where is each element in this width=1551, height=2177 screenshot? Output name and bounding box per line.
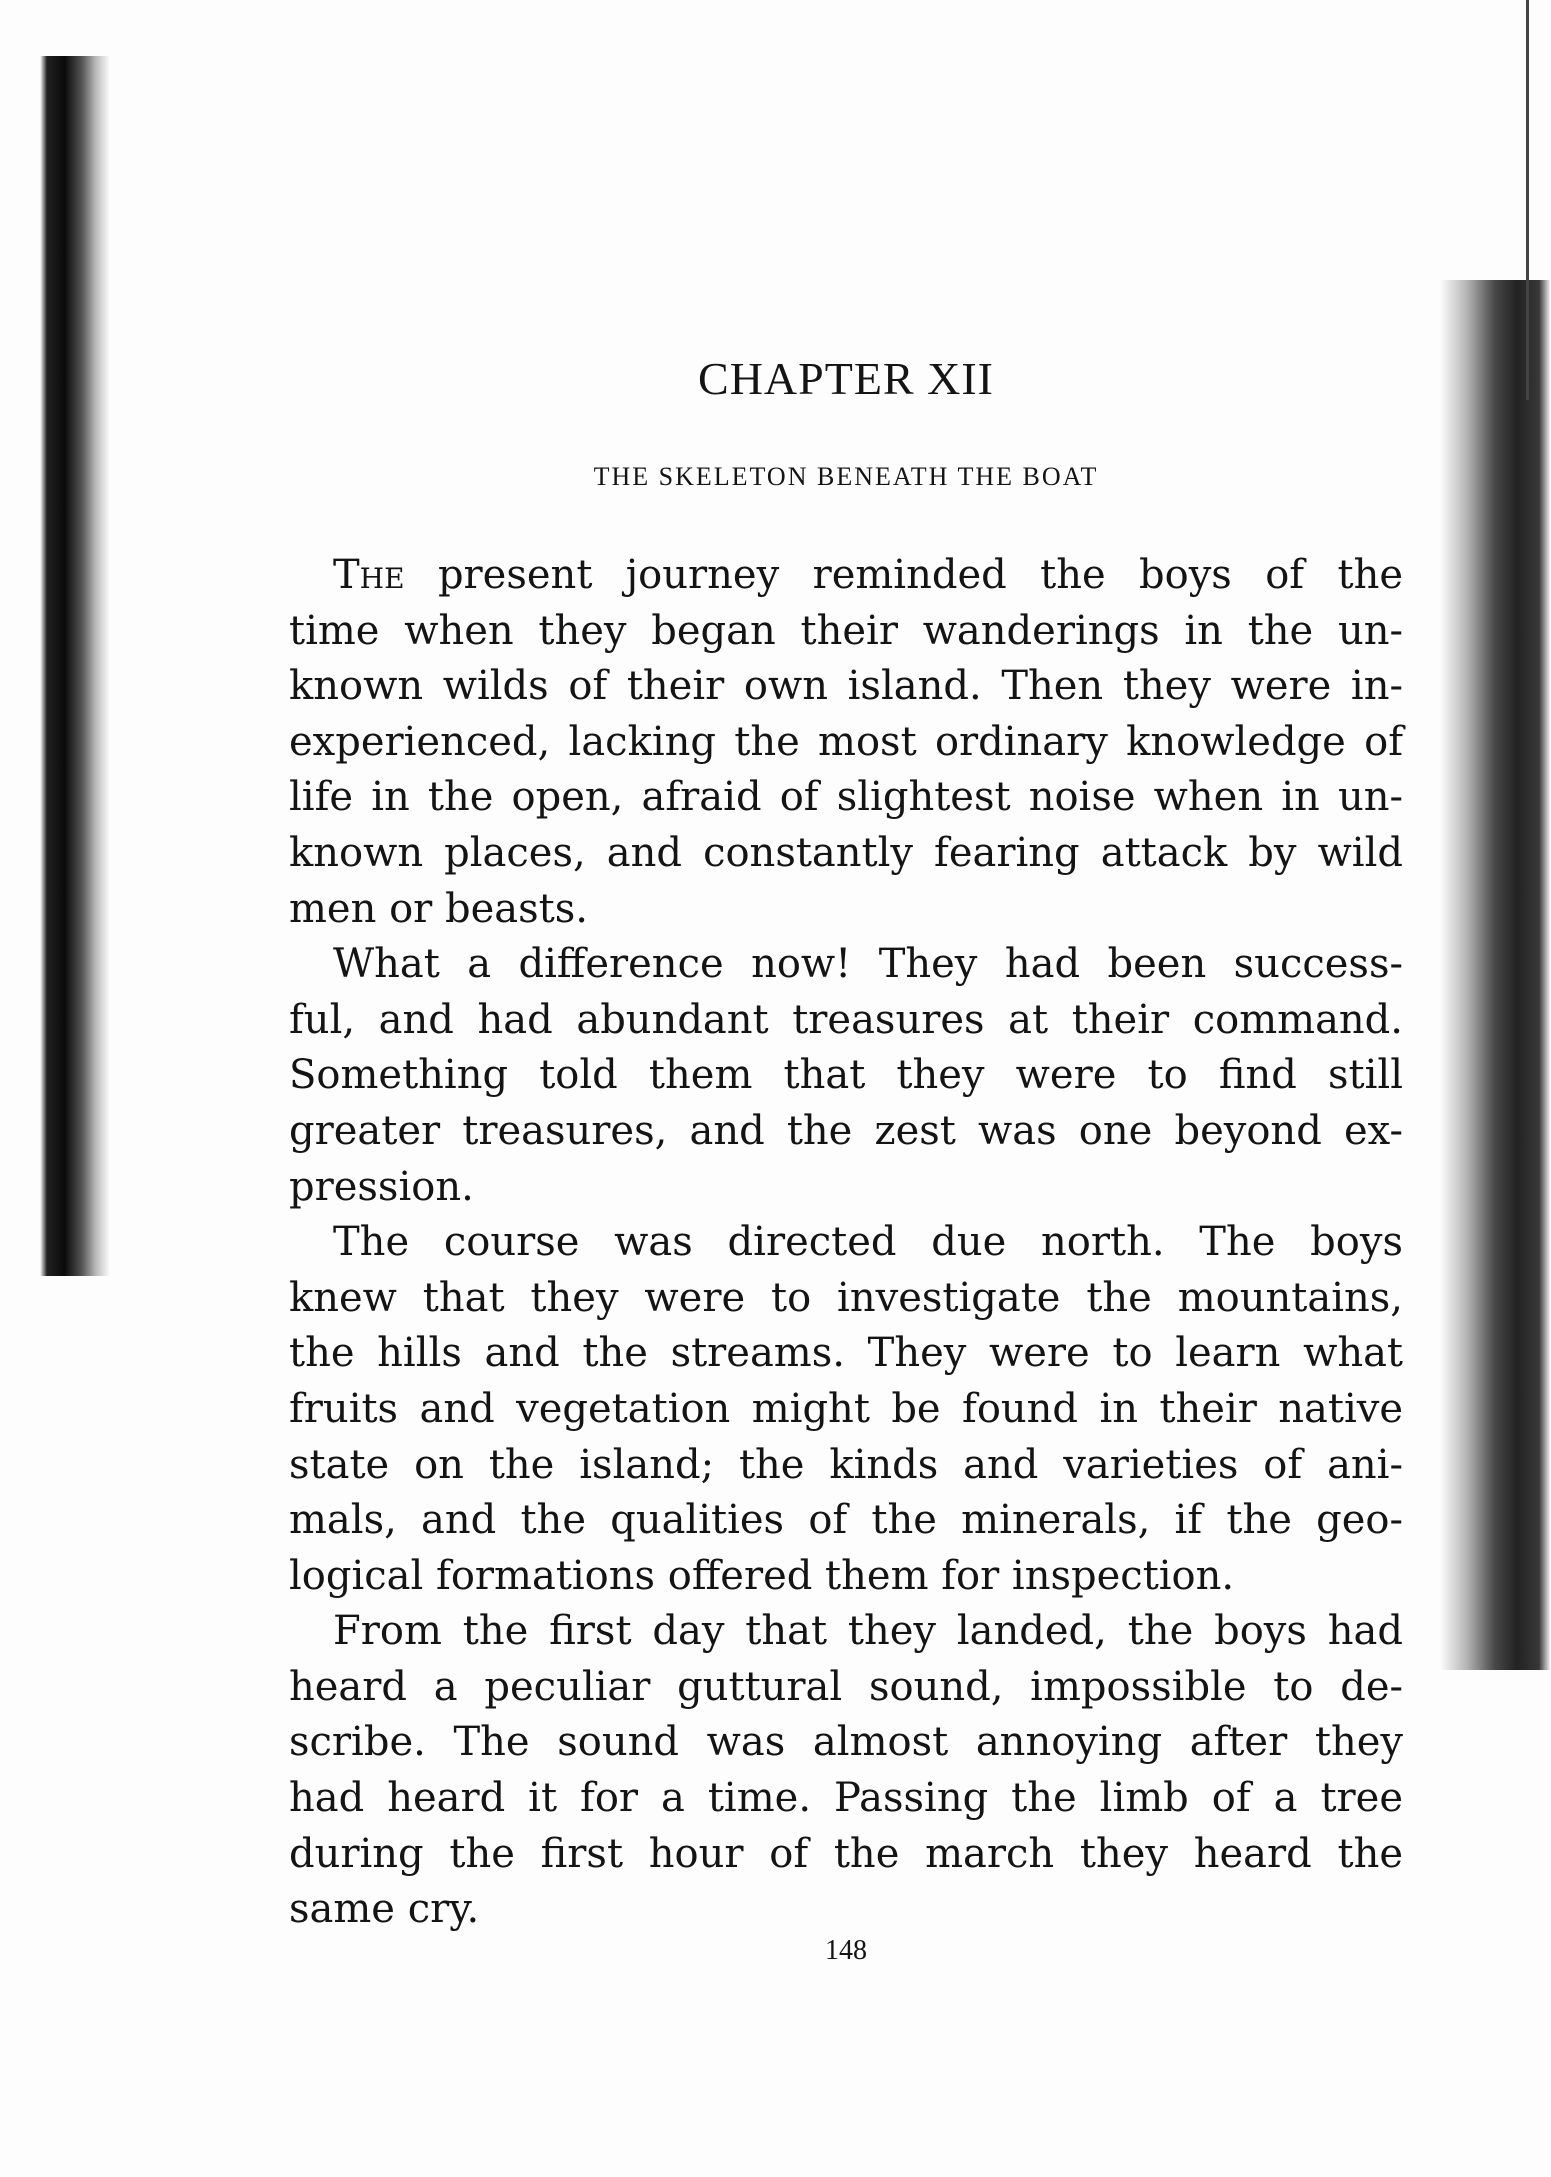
paragraph: [289, 1604, 1403, 1938]
paragraph: [289, 548, 1403, 937]
line-text: Something told them that they were to find still: [289, 1052, 1403, 1099]
line-text: men or beasts.: [289, 885, 588, 932]
text-line: [289, 1438, 1403, 1494]
text-line: [289, 659, 1403, 715]
page-number: 148: [825, 1935, 867, 1966]
text-line: [289, 1715, 1403, 1771]
text-line: [289, 1215, 1403, 1271]
text-line: [289, 826, 1403, 882]
line-text: during the first hour of the march they heard the: [289, 1830, 1403, 1877]
text-line: [289, 1827, 1403, 1883]
line-text: same cry.: [289, 1886, 480, 1933]
line-text: present journey reminded the boys of the: [437, 552, 1404, 598]
line-text: From the first day that they landed, the boys had: [333, 1608, 1403, 1655]
chapter-title: THE SKELETON BENEATH THE BOAT: [593, 462, 1099, 491]
line-text: fruits and vegetation might be found in their native: [289, 1385, 1403, 1432]
lead-word: The: [333, 552, 405, 598]
line-text: state on the island; the kinds and varieties of ani-: [289, 1441, 1403, 1488]
text-line: [289, 882, 1403, 938]
text-line: [289, 604, 1403, 660]
chapter-heading: CHAPTER XII: [698, 353, 994, 404]
body-text: [289, 548, 1403, 1938]
line-text: had heard it for a time. Passing the limb of a tree: [289, 1775, 1403, 1822]
line-text: known wilds of their own island. Then they were in-: [289, 663, 1403, 710]
scan-edge-line: [1526, 0, 1529, 400]
line-text: known places, and constantly fearing attack by wild: [289, 829, 1403, 876]
text-line: [289, 1660, 1403, 1716]
line-text: greater treasures, and the zest was one beyond ex-: [289, 1107, 1403, 1154]
line-text: life in the open, afraid of slightest noise when in un-: [289, 774, 1403, 821]
paragraph: [289, 937, 1403, 1215]
text-line: [289, 1048, 1403, 1104]
text-line: [289, 1382, 1403, 1438]
text-line: [289, 1882, 1403, 1938]
text-line: [289, 1271, 1403, 1327]
text-line: [289, 937, 1403, 993]
text-line: [289, 993, 1403, 1049]
text-line: [289, 1771, 1403, 1827]
line-text: pression.: [289, 1163, 474, 1210]
line-text: time when they began their wanderings in the un-: [289, 607, 1403, 654]
line-text: The course was directed due north. The boys: [333, 1219, 1403, 1266]
line-text: What a difference now! They had been success-: [333, 941, 1403, 988]
text-line: [289, 770, 1403, 826]
text-line: [289, 1160, 1403, 1216]
text-line: [289, 1493, 1403, 1549]
line-text: mals, and the qualities of the minerals, if the geo-: [289, 1497, 1403, 1544]
text-line: [289, 1604, 1403, 1660]
text-line: [289, 548, 1403, 604]
line-text: scribe. The sound was almost annoying after they: [289, 1719, 1403, 1766]
line-text: heard a peculiar guttural sound, impossible to de-: [289, 1663, 1403, 1710]
line-text: experienced, lacking the most ordinary knowledge of: [289, 718, 1403, 765]
line-text: knew that they were to investigate the mountains,: [289, 1274, 1403, 1321]
line-text: logical formations offered them for inspection.: [289, 1552, 1235, 1599]
scan-binding-shadow-left: [40, 56, 110, 1276]
line-text: ful, and had abundant treasures at their command.: [289, 996, 1403, 1043]
text-line: [289, 1104, 1403, 1160]
text-line: [289, 1549, 1403, 1605]
paragraph: [289, 1215, 1403, 1604]
text-line: [289, 715, 1403, 771]
text-line: [289, 1326, 1403, 1382]
line-text: the hills and the streams. They were to learn what: [289, 1330, 1403, 1377]
